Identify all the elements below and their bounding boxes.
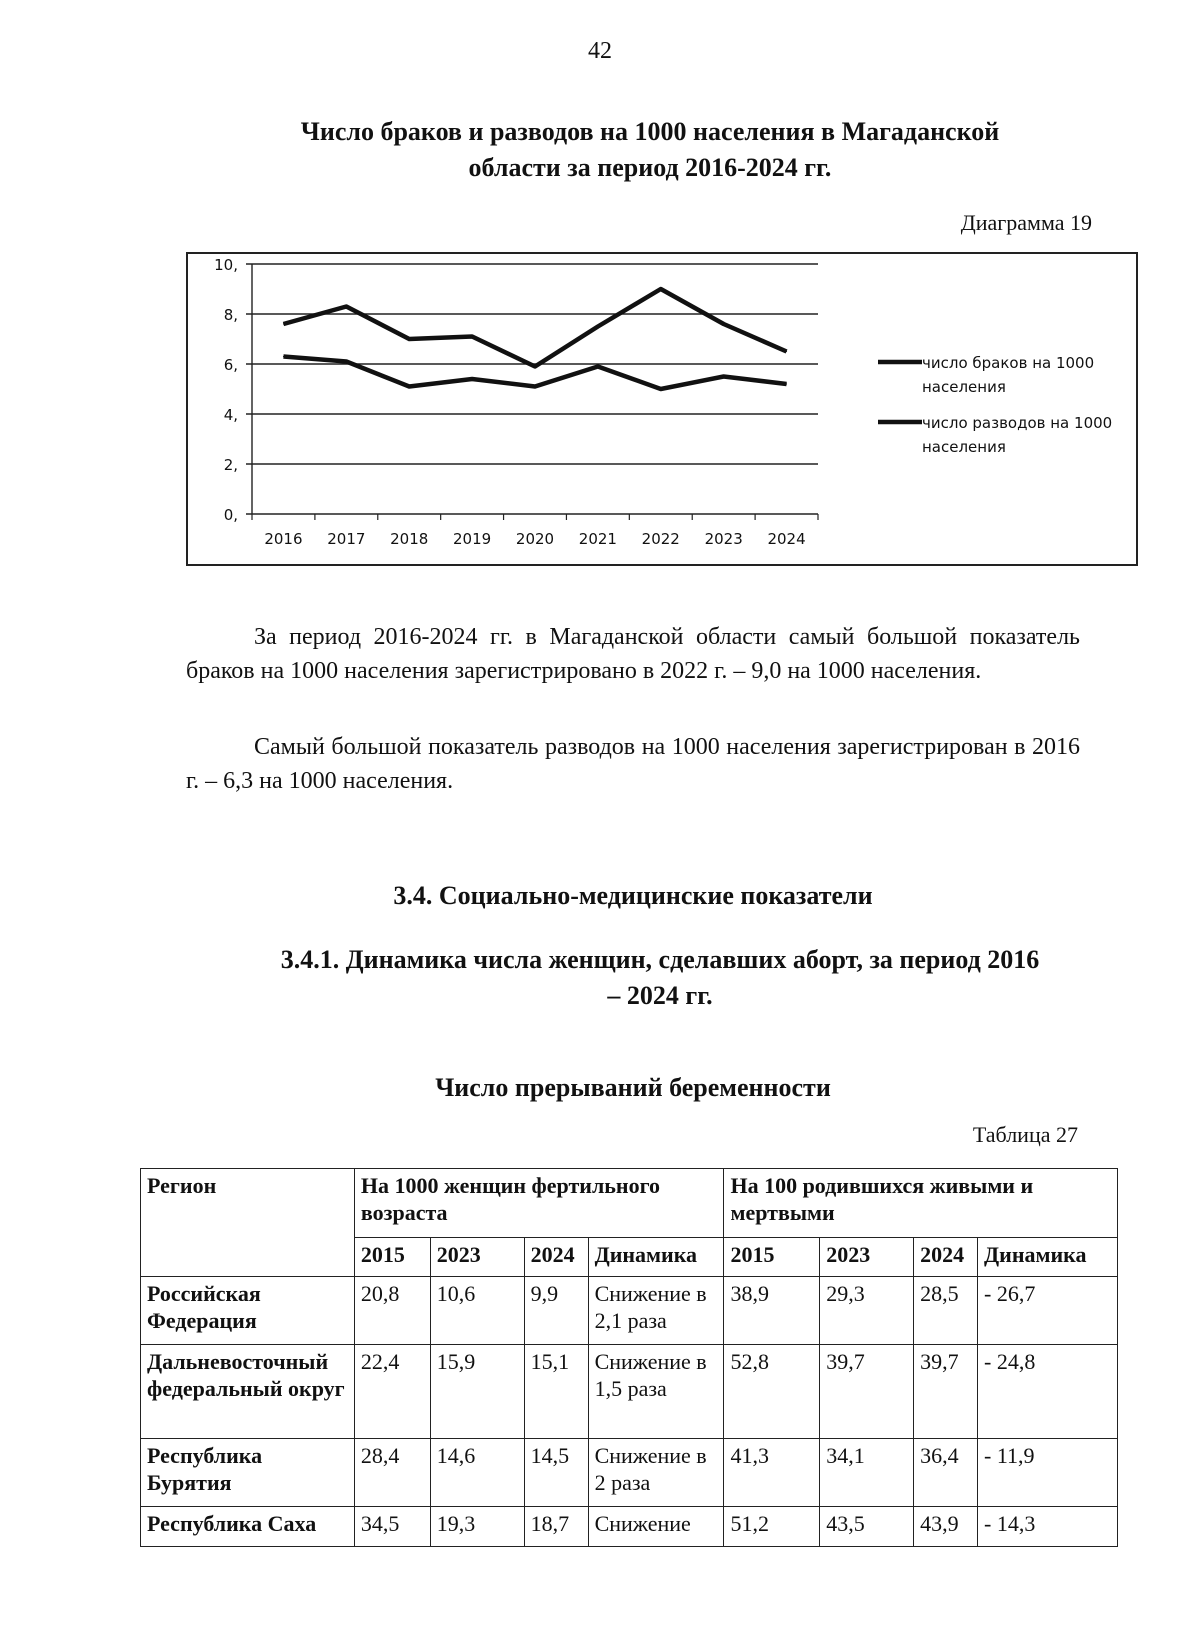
data-point [346, 361, 347, 362]
table-row [141, 1277, 1118, 1345]
subheader-dynamics: Динамика [588, 1238, 724, 1277]
table-header-row [141, 1169, 1118, 1238]
table-cell: Снижение в 1,5 раза [588, 1345, 724, 1439]
legend-label: населения [922, 378, 1006, 396]
table-cell: Снижение в 2 раза [588, 1439, 724, 1507]
chart-title-line-2: области за период 2016-2024 гг. [468, 153, 832, 182]
subheader-2015: 2015 [724, 1238, 820, 1277]
line-chart [188, 254, 1136, 564]
table-cell: 10,6 [430, 1277, 524, 1345]
data-point [346, 306, 347, 307]
data-point [409, 386, 410, 387]
data-point [597, 326, 598, 327]
y-tick-label: 4, [223, 406, 238, 424]
table-cell: 39,7 [820, 1345, 914, 1439]
data-point [660, 389, 661, 390]
table-cell: 34,1 [820, 1439, 914, 1507]
subsection-title-line-2: – 2024 гг. [607, 981, 713, 1010]
subheader-2023: 2023 [430, 1238, 524, 1277]
series-line-divorces [283, 357, 786, 390]
paragraph-1-text: За период 2016-2024 гг. в Магаданской области самый большой показатель браков на 1000 населения зарегистрировано в 2022 г. – 9,0 на 1000 населения. [186, 624, 1080, 684]
table-cell: 52,8 [724, 1345, 820, 1439]
table-cell: 18,7 [524, 1507, 588, 1547]
subheader-dynamics: Динамика [978, 1238, 1118, 1277]
data-point [283, 356, 284, 357]
data-point [723, 376, 724, 377]
region-cell: Российская Федерация [141, 1277, 355, 1345]
table-cell: 15,9 [430, 1345, 524, 1439]
table-cell: 15,1 [524, 1345, 588, 1439]
table-cell: 22,4 [354, 1345, 430, 1439]
table-cell: 36,4 [914, 1439, 978, 1507]
chart-title [230, 114, 1070, 186]
table-cell: Снижение в 2,1 раза [588, 1277, 724, 1345]
diagram-label: Диаграмма 19 [960, 210, 1092, 235]
data-point [723, 324, 724, 325]
table-cell: 43,5 [820, 1507, 914, 1547]
x-tick-label: 2018 [390, 530, 429, 548]
y-tick-label: 10, [214, 256, 238, 274]
data-point [535, 366, 536, 367]
section-title: 3.4. Социально-медицинские показатели [393, 881, 873, 910]
table-cell: 41,3 [724, 1439, 820, 1507]
table-cell: 39,7 [914, 1345, 978, 1439]
header-region: Регион [141, 1169, 355, 1277]
table-row [141, 1507, 1118, 1547]
table-cell: 38,9 [724, 1277, 820, 1345]
x-tick-label: 2017 [327, 530, 366, 548]
series-line-marriages [283, 289, 786, 367]
y-tick-label: 8, [223, 306, 238, 324]
data-point [597, 366, 598, 367]
y-tick-label: 2, [223, 456, 238, 474]
table-cell: Снижение [588, 1507, 724, 1547]
x-tick-label: 2020 [515, 530, 555, 548]
x-tick-label: 2023 [704, 530, 743, 548]
paragraph-2-text: Самый большой показатель разводов на 1000 населения зарегистрирован в 2016 г. – 6,3 на 1000 населения. [186, 734, 1080, 794]
table-cell: - 26,7 [978, 1277, 1118, 1345]
table-title: Число прерываний беременности [435, 1073, 831, 1102]
abortion-table [140, 1168, 1118, 1547]
table-cell: 14,6 [430, 1439, 524, 1507]
data-point [472, 336, 473, 337]
data-point [472, 379, 473, 380]
table-cell: 20,8 [354, 1277, 430, 1345]
table-cell: 28,4 [354, 1439, 430, 1507]
table-cell: - 11,9 [978, 1439, 1118, 1507]
table-cell: 34,5 [354, 1507, 430, 1547]
header-group-fertile-women: На 1000 женщин фертильного возраста [354, 1169, 724, 1238]
subheader-2023: 2023 [820, 1238, 914, 1277]
x-tick-label: 2021 [578, 530, 617, 548]
table-cell: 19,3 [430, 1507, 524, 1547]
paragraph-divorces [186, 730, 1080, 798]
region-cell: Дальневосточный федеральный округ [141, 1345, 355, 1439]
legend-label: населения [922, 438, 1006, 456]
table-row [141, 1345, 1118, 1439]
paragraph-marriages [186, 620, 1080, 688]
table-cell: - 14,3 [978, 1507, 1118, 1547]
subheader-2015: 2015 [354, 1238, 430, 1277]
chart-frame [186, 252, 1138, 566]
data-point [786, 384, 787, 385]
data-point [660, 289, 661, 290]
legend-label: число разводов на 1000 [922, 414, 1113, 432]
subheader-2024: 2024 [914, 1238, 978, 1277]
table-label: Таблица 27 [972, 1122, 1078, 1147]
region-cell: Республика Саха [141, 1507, 355, 1547]
region-cell: Республика Бурятия [141, 1439, 355, 1507]
table-row [141, 1439, 1118, 1507]
subsection-title [230, 942, 1090, 1014]
x-tick-label: 2022 [641, 530, 680, 548]
x-tick-label: 2016 [264, 530, 303, 548]
legend-label: число браков на 1000 [922, 354, 1095, 372]
table-cell: 43,9 [914, 1507, 978, 1547]
data-point [535, 386, 536, 387]
table-cell: 28,5 [914, 1277, 978, 1345]
x-tick-label: 2024 [767, 530, 806, 548]
y-tick-label: 6, [223, 356, 238, 374]
y-tick-label: 0, [223, 506, 238, 524]
data-point [409, 339, 410, 340]
table-cell: - 24,8 [978, 1345, 1118, 1439]
table-cell: 14,5 [524, 1439, 588, 1507]
chart-title-line-1: Число браков и разводов на 1000 населения в Магаданской [300, 117, 1000, 146]
header-group-births: На 100 родившихся живыми и мертвыми [724, 1169, 1118, 1238]
x-tick-label: 2019 [453, 530, 492, 548]
table-cell: 51,2 [724, 1507, 820, 1547]
data-point [786, 351, 787, 352]
table-cell: 29,3 [820, 1277, 914, 1345]
subheader-2024: 2024 [524, 1238, 588, 1277]
page-number: 42 [588, 38, 612, 64]
data-point [283, 324, 284, 325]
subsection-title-line-1: 3.4.1. Динамика числа женщин, сделавших аборт, за период 2016 [280, 945, 1040, 974]
table-cell: 9,9 [524, 1277, 588, 1345]
